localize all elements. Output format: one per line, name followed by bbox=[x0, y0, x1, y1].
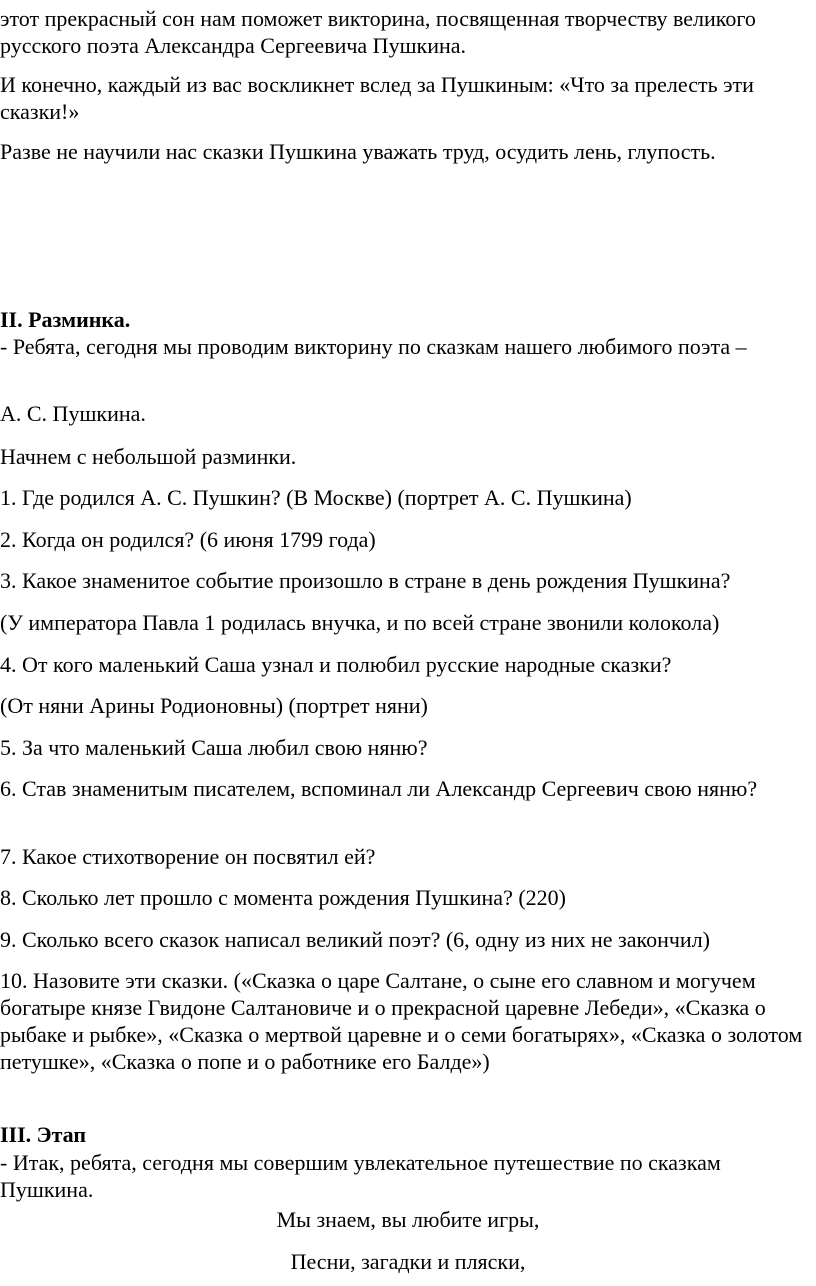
intro-paragraph-1: этот прекрасный сон нам поможет викторина, посвященная творчеству великого русского поэта Александра Сергеевича Пушкина. bbox=[0, 6, 756, 58]
section-2-heading: II. Разминка. bbox=[0, 307, 131, 332]
question-item: 7. Какое стихотворение он посвятил ей? bbox=[0, 844, 376, 869]
question-item: 4. От кого маленький Саша узнал и полюбил русские народные сказки? bbox=[0, 652, 672, 677]
section-2-start: Начнем с небольшой разминки. bbox=[0, 444, 297, 469]
verse-line: Песни, загадки и пляски, bbox=[290, 1249, 526, 1274]
verse-line: Мы знаем, вы любите игры, bbox=[276, 1207, 540, 1232]
question-item: 9. Сколько всего сказок написал великий поэт? (6, одну из них не закончил) bbox=[0, 927, 710, 952]
question-item: 2. Когда он родился? (6 июня 1799 года) bbox=[0, 527, 376, 552]
question-item: 5. За что маленький Саша любил свою няню? bbox=[0, 735, 428, 760]
question-item: 3. Какое знаменитое событие произошло в стране в день рождения Пушкина? bbox=[0, 568, 731, 593]
intro-paragraph-2: И конечно, каждый из вас воскликнет вслед за Пушкиным: «Что за прелесть эти сказки!» bbox=[0, 72, 754, 124]
question-item: 10. Назовите эти сказки. («Сказка о царе Салтане, о сыне его славном и могучем богатыре князе Гвидоне Салтановиче и о прекрасной царевне Лебеди», «Сказка о рыбаке и рыбке», «Сказка о мертвой царевне и о семи богатырях», «Сказка о золотом петушке», «Сказка о попе и о работнике его Балде») bbox=[0, 968, 803, 1074]
question-item: 1. Где родился А. С. Пушкин? (В Москве) (портрет А. С. Пушкина) bbox=[0, 485, 632, 510]
question-item: 8. Сколько лет прошло с момента рождения Пушкина? (220) bbox=[0, 885, 566, 910]
section-3-lead: - Итак, ребята, сегодня мы совершим увлекательное путешествие по сказкам Пушкина. bbox=[0, 1150, 721, 1202]
section-2-poet: А. С. Пушкина. bbox=[0, 401, 146, 426]
section-3-heading: III. Этап bbox=[0, 1122, 87, 1147]
question-answer: (У императора Павла 1 родилась внучка, и по всей стране звонили колокола) bbox=[0, 610, 720, 635]
question-item: 6. Став знаменитым писателем, вспоминал ли Александр Сергеевич свою няню? bbox=[0, 776, 758, 801]
intro-paragraph-3: Разве не научили нас сказки Пушкина уважать труд, осудить лень, глупость. bbox=[0, 139, 716, 164]
section-2-lead: - Ребята, сегодня мы проводим викторину по сказкам нашего любимого поэта – bbox=[0, 334, 747, 359]
question-answer: (От няни Арины Родионовны) (портрет няни) bbox=[0, 693, 428, 718]
